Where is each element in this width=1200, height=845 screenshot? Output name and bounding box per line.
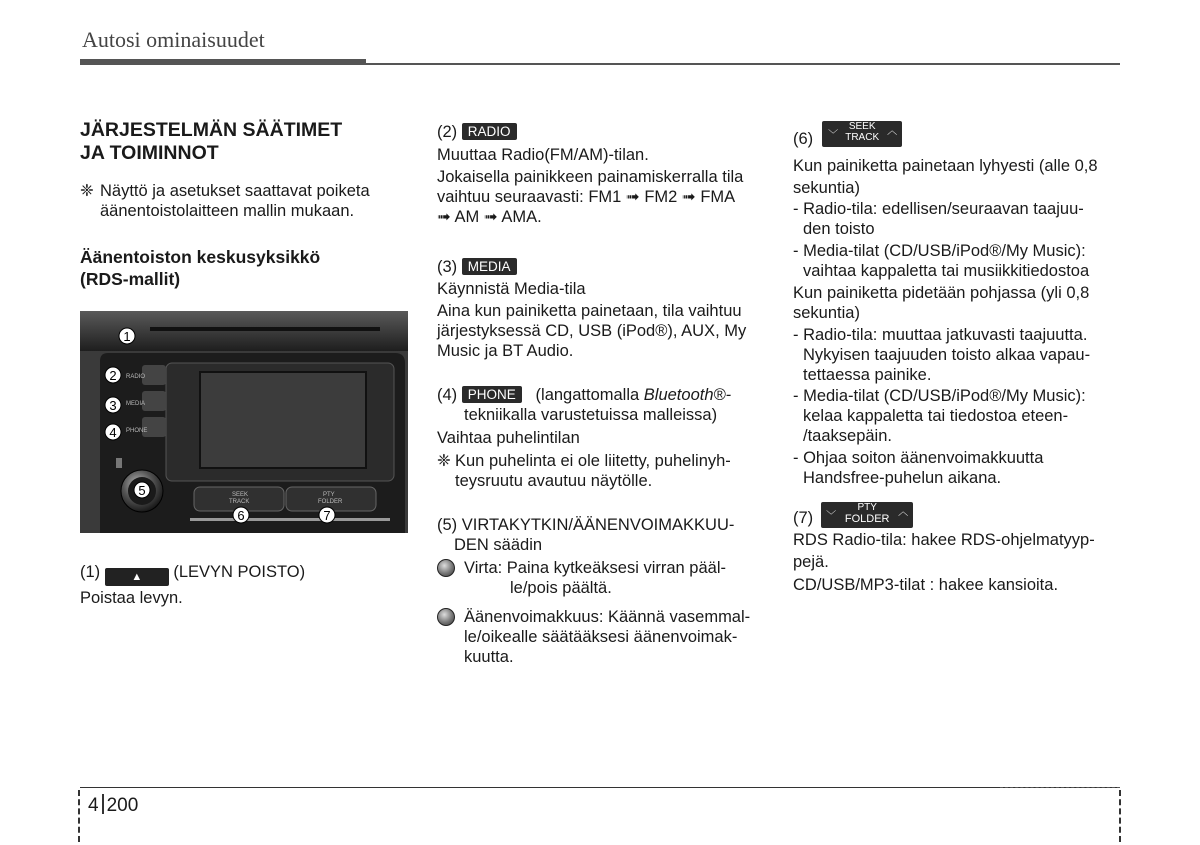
item-6-bullet: den toisto <box>803 220 875 238</box>
item-6-bullet: - Media-tilat (CD/USB/iPod®/My Music): <box>793 387 1086 405</box>
note-line: Kun puhelinta ei ole liitetty, puhelinyh- <box>455 452 731 470</box>
radio-badge: RADIO <box>462 123 517 140</box>
item-3-text: järjestyksessä CD, USB (iPod®), AUX, My <box>437 322 747 340</box>
note-mark: ❈ <box>437 452 451 470</box>
item-2-text: vaihtuu seuraavasti: FM1 ➟ FM2 ➟ FMA <box>437 188 736 206</box>
media-badge: MEDIA <box>462 258 517 275</box>
volume-item <box>437 607 764 667</box>
item-1 <box>80 562 410 608</box>
item-4-note <box>437 451 764 491</box>
callout-1: 1 <box>123 329 131 344</box>
pty-button-label: PTY <box>323 492 335 498</box>
item-2-text: ➟ AM ➟ AMA. <box>437 208 542 226</box>
pty-folder-button-icon: ﹀ PTY FOLDER ︿ <box>821 502 913 528</box>
item-7-number: (7) <box>793 509 814 527</box>
seek-track-button-icon: ﹀ SEEK TRACK ︿ <box>822 121 902 147</box>
variation-note <box>80 181 410 221</box>
item-4-text: tekniikalla varustetuissa malleissa) <box>464 406 718 424</box>
seek-text: SEEK <box>848 121 876 132</box>
eject-icon: ▲ <box>105 568 169 586</box>
footer-crop-mark <box>78 790 80 842</box>
item-6-text: Kun painiketta pidetään pohjassa (yli 0,8 <box>793 284 1090 302</box>
item-3-number: (3) <box>437 258 458 276</box>
item-6-bullet: - Ohjaa soiton äänenvoimakkuutta <box>793 449 1044 467</box>
item-6-text: sekuntia) <box>793 179 860 197</box>
item-6-bullet: - Media-tilat (CD/USB/iPod®/My Music): <box>793 242 1086 260</box>
header-rule <box>80 59 366 65</box>
item-2-text: Jokaisella painikkeen painamiskerralla tila <box>437 168 744 186</box>
footer-dashed-rule <box>1000 787 1120 788</box>
page-number <box>88 794 138 816</box>
item-7-text: CD/USB/MP3-tilat : hakee kansioita. <box>793 576 1059 594</box>
power-text: le/pois päältä. <box>510 579 612 597</box>
header-rule-thin <box>366 63 1120 65</box>
item-6-bullet: vaihtaa kappaletta tai musiikkitiedostoa <box>803 262 1090 280</box>
note-line: äänentoistolaitteen mallin mukaan. <box>100 202 355 220</box>
item-6-bullet: Nykyisen taajuuden toisto alkaa vapau- <box>803 346 1091 364</box>
item-2-text: Muuttaa Radio(FM/AM)-tilan. <box>437 146 649 164</box>
callout-5: 5 <box>138 483 146 498</box>
item-6-bullet: - Radio-tila: edellisen/seuraavan taajuu- <box>793 200 1084 218</box>
head-unit-photo <box>80 311 408 533</box>
section-heading: JÄRJESTELMÄN SÄÄTIMET <box>80 119 343 141</box>
volume-text: le/oikealle säätääksesi äänenvoimak- <box>464 628 738 646</box>
item-5-heading: (5) VIRTAKYTKIN/ÄÄNENVOIMAKKUU- <box>437 516 735 534</box>
seek-button-label: SEEK <box>232 492 249 498</box>
knob-icon <box>437 559 455 577</box>
left-column <box>80 119 410 290</box>
page-number-value: 200 <box>106 795 139 816</box>
folder-button-label: FOLDER <box>318 499 343 505</box>
item-6-number: (6) <box>793 130 814 148</box>
item-7-text: pejä. <box>793 553 829 571</box>
callout-4: 4 <box>109 425 117 440</box>
item-2-number: (2) <box>437 123 458 141</box>
item-1-description: Poistaa levyn. <box>80 589 183 607</box>
volume-text: kuutta. <box>464 648 514 666</box>
phone-badge: PHONE <box>462 386 522 403</box>
item-4-text: Vaihtaa puhelintilan <box>437 429 580 447</box>
note-line: teysruutu avautuu näytölle. <box>455 472 653 490</box>
footer-crop-mark <box>1119 790 1121 842</box>
media-button-label: MEDIA <box>126 401 146 407</box>
item-1-label: (LEVYN POISTO) <box>173 563 306 581</box>
note-line: Näyttö ja asetukset saattavat poiketa <box>100 182 370 200</box>
radio-button-label: RADIO <box>126 374 146 380</box>
callout-7: 7 <box>323 508 331 523</box>
middle-column <box>437 122 764 667</box>
sub-heading-line2: (RDS-mallit) <box>80 269 181 289</box>
track-text: TRACK <box>845 132 880 143</box>
callout-2: 2 <box>109 368 117 383</box>
phone-button-label: PHONE <box>126 428 148 434</box>
chapter-number: 4 <box>88 795 99 816</box>
item-6-bullet: kelaa kappaletta tai tiedostoa eteen- <box>803 407 1069 425</box>
item-6-bullet: Handsfree-puhelun aikana. <box>803 469 1002 487</box>
sub-heading: Äänentoiston keskusyksikkö <box>80 247 321 267</box>
footer-rule <box>80 787 1120 788</box>
power-text: Virta: Paina kytkeäksesi virran pääl- <box>464 559 726 577</box>
track-button-label: TRACK <box>229 499 250 505</box>
item-6-bullet: tettaessa painike. <box>803 366 932 384</box>
power-item <box>437 558 764 598</box>
item-6-text: sekuntia) <box>793 304 860 322</box>
item-6-text: Kun painiketta painetaan lyhyesti (alle 0,8 <box>793 157 1098 175</box>
item-4-text: (langattomalla <box>535 386 640 404</box>
section-heading-line2: JA TOIMINNOT <box>80 142 219 164</box>
knob-icon <box>437 608 455 626</box>
page-header-title: Autosi ominaisuudet <box>82 27 265 52</box>
bluetooth-text: Bluetooth®- <box>643 386 732 404</box>
item-3-text: Käynnistä Media-tila <box>437 280 586 298</box>
item-3-text: Music ja BT Audio. <box>437 342 574 360</box>
item-7-text: RDS Radio-tila: hakee RDS-ohjelmatyyp- <box>793 531 1095 549</box>
item-6-bullet: - Radio-tila: muuttaa jatkuvasti taajuutta. <box>793 326 1088 344</box>
volume-text: Äänenvoimakkuus: Käännä vasemmal- <box>464 608 751 626</box>
folder-text: FOLDER <box>844 513 890 525</box>
item-1-number: (1) <box>80 563 101 581</box>
item-6-bullet: /taaksepäin. <box>803 427 892 445</box>
item-3-text: Aina kun painiketta painetaan, tila vaihtuu <box>437 302 742 320</box>
pty-text: PTY <box>857 502 877 513</box>
note-mark: ❈ <box>80 182 94 200</box>
callout-6: 6 <box>237 508 245 523</box>
right-column <box>793 119 1121 595</box>
item-4-number: (4) <box>437 386 458 404</box>
callout-3: 3 <box>109 398 117 413</box>
item-5-heading: DEN säädin <box>454 536 543 554</box>
